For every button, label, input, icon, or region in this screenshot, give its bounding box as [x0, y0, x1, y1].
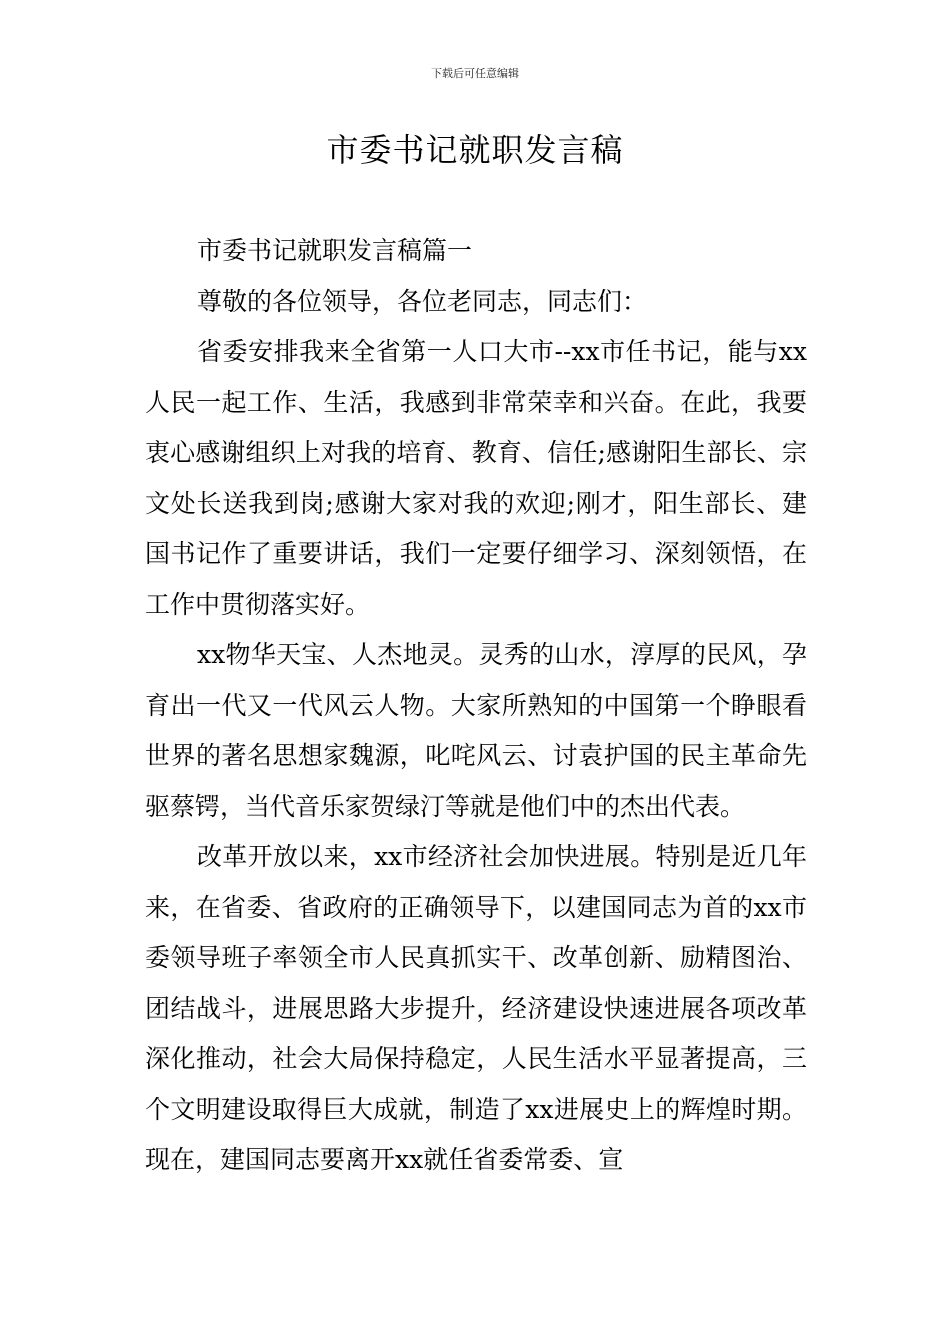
section-heading: 市委书记就职发言稿篇一: [197, 236, 473, 265]
document-body: [145, 226, 807, 1186]
paragraph: 改革开放以来，xx市经济社会加快进展。特别是近几年来，在省委、省政府的正确领导下，以建国同志为首的xx市委领导班子率领全市人民真抓实干、改革创新、励精图治、团结战斗，进展思路大步提升，经济建设快速进展各项改革深化推动，社会大局保持稳定，人民生活水平显著提高，三个文明建设取得巨大成就，制造了xx进展史上的辉煌时期。现在，建国同志要离开xx就任省委常委、宣: [145, 842, 807, 1174]
page-title: 市委书记就职发言稿: [326, 131, 624, 169]
download-note: 下载后可任意编辑: [431, 67, 519, 80]
salutation: 尊敬的各位领导，各位老同志，同志们：: [197, 286, 648, 316]
paragraph: 省委安排我来全省第一人口大市--xx市任书记，能与xx人民一起工作、生活，我感到非常荣幸和兴奋。在此，我要衷心感谢组织上对我的培育、教育、信任;感谢阳生部长、宗文处长送我到岗;感谢大家对我的欢迎;刚才，阳生部长、建国书记作了重要讲话，我们一定要仔细学习、深刻领悟，在工作中贯彻落实好。: [145, 337, 807, 619]
paragraph: xx物华天宝、人杰地灵。灵秀的山水，淳厚的民风，孕育出一代又一代风云人物。大家所熟知的中国第一个睁眼看世界的著名思想家魏源，叱咤风云、讨袁护国的民主革命先驱蔡锷，当代音乐家贺绿汀等就是他们中的杰出代表。: [145, 640, 807, 821]
